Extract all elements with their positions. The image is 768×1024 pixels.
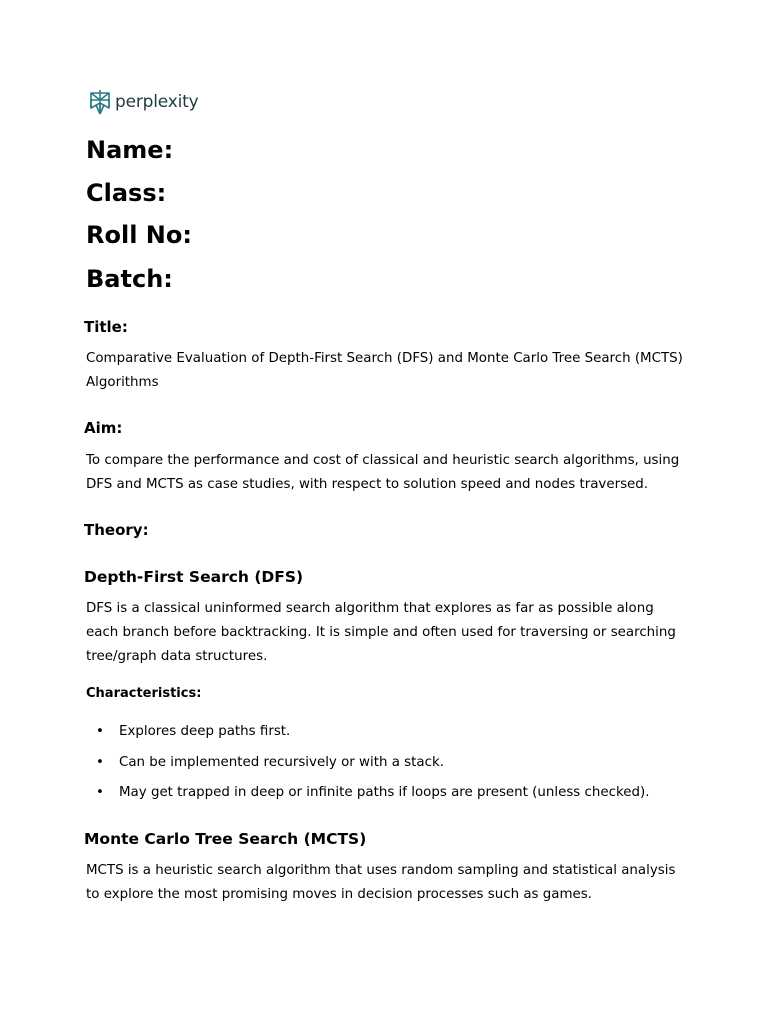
bullet-icon: •: [96, 724, 104, 739]
bullet-icon: •: [96, 785, 104, 801]
logo-wordmark: perplexity: [115, 92, 199, 112]
characteristics-heading: Characteristics:: [86, 686, 202, 701]
aim-text: To compare the performance and cost of classical and heuristic search algorithms, using DFS and MCTS as case studies, with respect to solution speed and nodes traversed.: [86, 453, 680, 492]
list-item: [86, 723, 649, 754]
title-heading: Title:: [84, 318, 128, 336]
theory-heading: Theory:: [84, 521, 149, 539]
title-text: Comparative Evaluation of Depth-First Search (DFS) and Monte Carlo Tree Search (MCTS) Algorithms: [86, 351, 683, 390]
class-field-label: Class:: [86, 179, 167, 207]
batch-field-label: Batch:: [86, 265, 173, 293]
roll-no-field-label: Roll No:: [86, 221, 192, 249]
list-item-text: Explores deep paths first.: [119, 724, 291, 739]
dfs-text: DFS is a classical uninformed search algorithm that explores as far as possible along each branch before backtracking. It is simple and often used for traversing or searching tree/graph data structures.: [86, 601, 676, 664]
characteristics-list: [86, 723, 649, 815]
list-item-text: Can be implemented recursively or with a stack.: [119, 754, 444, 770]
perplexity-logo: [89, 89, 198, 115]
mcts-text: MCTS is a heuristic search algorithm that uses random sampling and statistical analysis to explore the most promising moves in decision processes such as games.: [86, 863, 676, 902]
name-field-label: Name:: [86, 136, 174, 164]
bullet-icon: •: [96, 754, 104, 770]
mcts-heading: Monte Carlo Tree Search (MCTS): [84, 830, 367, 848]
dfs-heading: Depth-First Search (DFS): [84, 568, 304, 586]
list-item-text: May get trapped in deep or infinite paths if loops are present (unless checked).: [119, 785, 650, 801]
aim-heading: Aim:: [84, 419, 123, 437]
list-item: [86, 784, 649, 815]
list-item: [86, 754, 649, 785]
perplexity-logo-icon: [89, 89, 111, 115]
